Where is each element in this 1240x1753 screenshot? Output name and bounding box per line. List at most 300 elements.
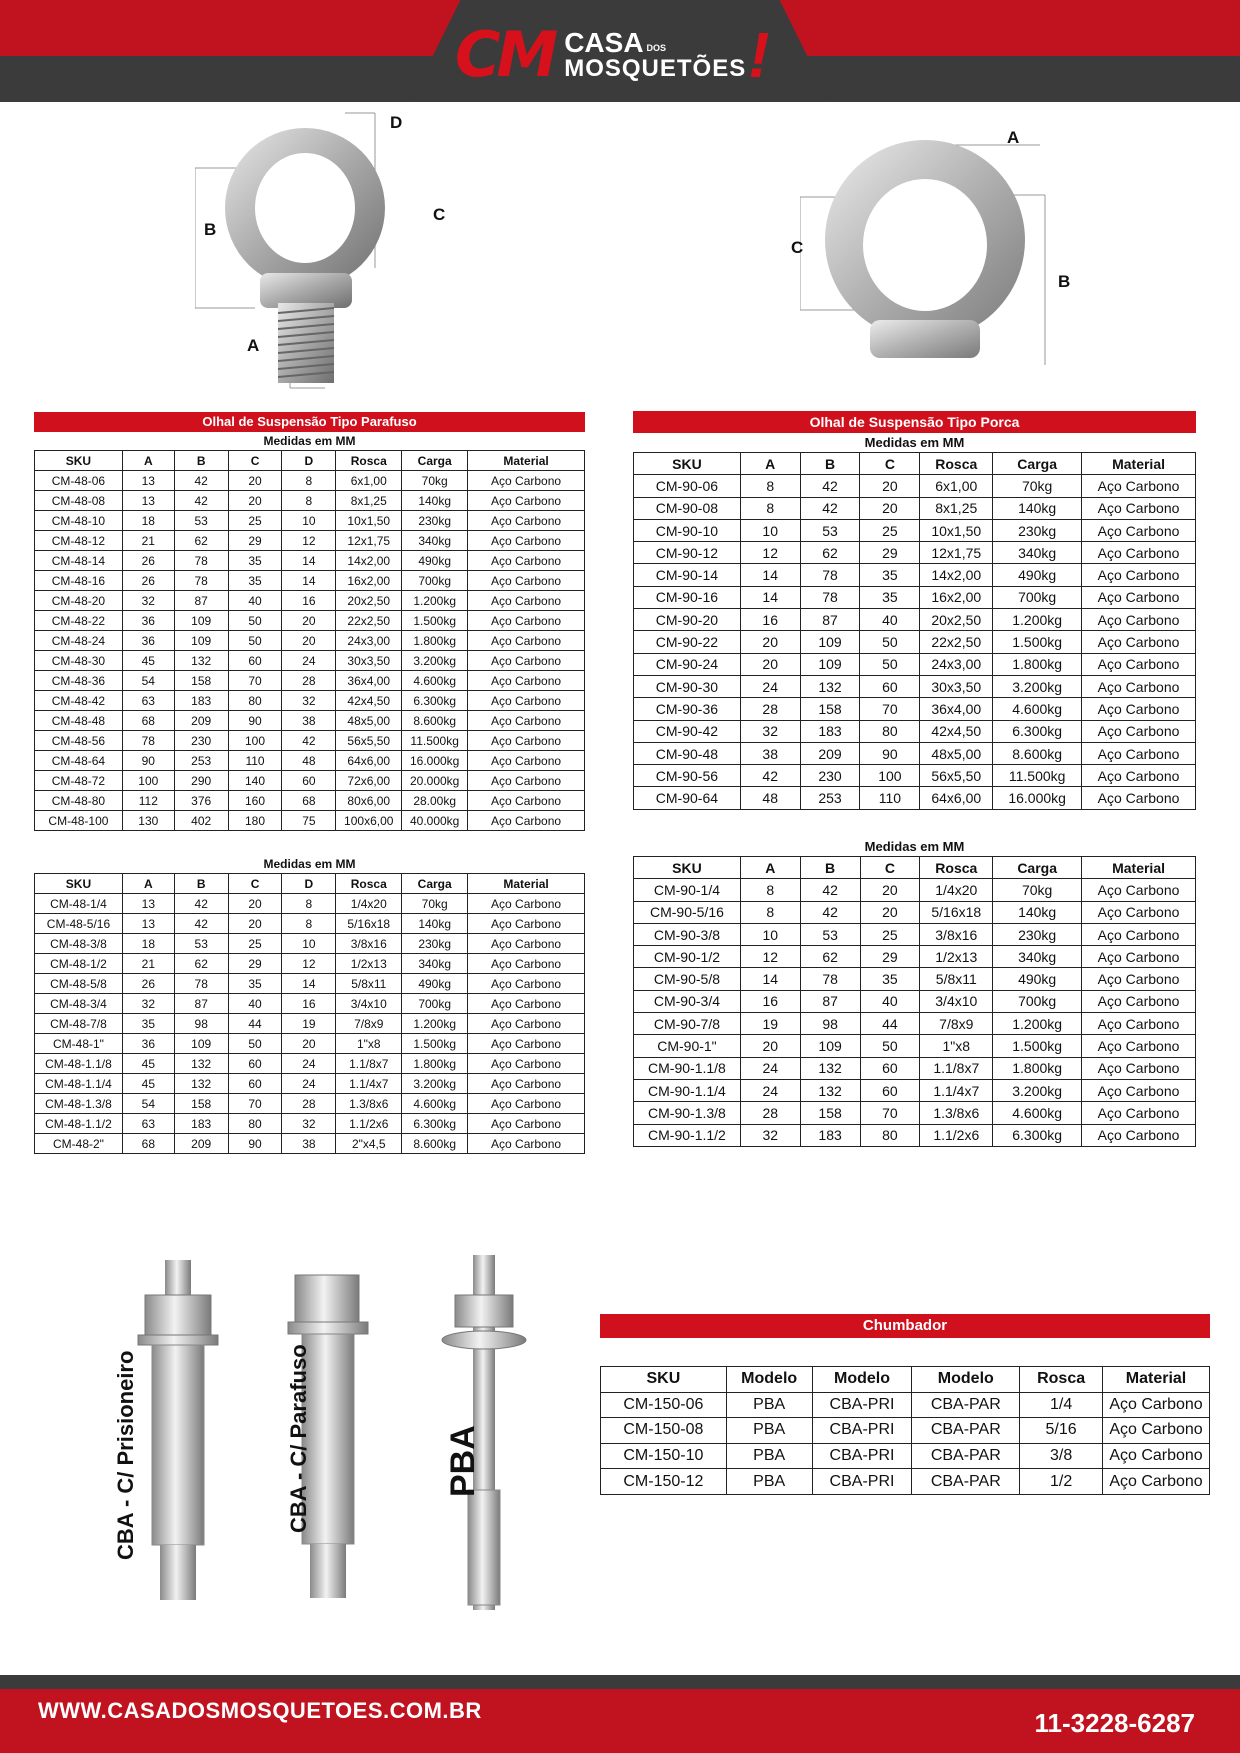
table-cell: 12: [740, 542, 800, 564]
table-cell: Aço Carbono: [1082, 1013, 1196, 1035]
table-row: [634, 1124, 1196, 1146]
logo-dos: DOS: [646, 43, 667, 53]
table-cell: 140kg: [993, 497, 1082, 519]
table-cell: 26: [122, 571, 174, 591]
table-row: [35, 551, 585, 571]
table-cell: Aço Carbono: [1082, 564, 1196, 586]
footer-website-link[interactable]: WWW.CASADOSMOSQUETOES.COM.BR: [38, 1698, 482, 1723]
column-header: C: [228, 451, 282, 471]
table-cell: 21: [122, 531, 174, 551]
table-cell: 1"x8: [336, 1034, 402, 1054]
column-header: Modelo: [912, 1367, 1020, 1393]
table-cell: 1.200kg: [402, 591, 468, 611]
table-cell: Aço Carbono: [468, 1014, 585, 1034]
table-cell: CM-150-12: [601, 1469, 727, 1495]
table-cell: 70kg: [993, 879, 1082, 901]
table-cell: 700kg: [993, 990, 1082, 1012]
table-cell: 1/2x13: [336, 954, 402, 974]
table-cell: CM-90-20: [634, 609, 741, 631]
table-row: [634, 1079, 1196, 1101]
table-cell: 14: [740, 968, 800, 990]
table-cell: 109: [800, 1035, 860, 1057]
table-cell: 1.800kg: [993, 1057, 1082, 1079]
table-cell: 60: [228, 1054, 282, 1074]
table-cell: Aço Carbono: [1082, 1035, 1196, 1057]
table-cell: 20: [860, 901, 920, 923]
table-row: [634, 968, 1196, 990]
table-cell: CBA-PRI: [812, 1392, 912, 1418]
table-cell: 42: [800, 475, 860, 497]
table-cell: 6x1,00: [920, 475, 993, 497]
table-cell: CM-90-48: [634, 742, 741, 764]
table-cell: 109: [800, 631, 860, 653]
table-cell: 340kg: [993, 542, 1082, 564]
table-cell: CM-90-1/2: [634, 946, 741, 968]
table-cell: Aço Carbono: [1082, 698, 1196, 720]
table-cell: CM-48-1.1/4: [35, 1074, 123, 1094]
table-cell: 100: [122, 771, 174, 791]
table-cell: 87: [174, 591, 228, 611]
table-cell: Aço Carbono: [468, 751, 585, 771]
table-cell: CM-90-14: [634, 564, 741, 586]
table-cell: 183: [800, 720, 860, 742]
table-row: [35, 651, 585, 671]
table-cell: 3.200kg: [993, 675, 1082, 697]
table-cell: 1.800kg: [402, 631, 468, 651]
table-cell: 40: [228, 994, 282, 1014]
table-cell: 28: [740, 1102, 800, 1124]
eye-nut-diagram: [800, 125, 1070, 375]
column-header: A: [122, 874, 174, 894]
table-cell: 70: [228, 1094, 282, 1114]
table-cell: 4.600kg: [993, 1102, 1082, 1124]
table-cell: 700kg: [993, 586, 1082, 608]
table-cell: 70: [860, 1102, 920, 1124]
table-cell: 209: [174, 711, 228, 731]
table-cell: 53: [800, 519, 860, 541]
table-row: [601, 1469, 1210, 1495]
table-cell: Aço Carbono: [1103, 1469, 1210, 1495]
table-row: [634, 720, 1196, 742]
table-cell: CM-150-06: [601, 1392, 727, 1418]
table-cell: 50: [228, 611, 282, 631]
table-row: [35, 1034, 585, 1054]
section-title-chumbador: Chumbador: [600, 1314, 1210, 1338]
column-header: Carga: [402, 451, 468, 471]
table-cell: 21: [122, 954, 174, 974]
table-cell: 42: [174, 894, 228, 914]
table-cell: CM-48-1": [35, 1034, 123, 1054]
column-header: Material: [468, 874, 585, 894]
table-cell: 158: [174, 671, 228, 691]
table-cell: 36: [122, 611, 174, 631]
table-cell: 60: [228, 651, 282, 671]
table-cell: CM-90-1.1/8: [634, 1057, 741, 1079]
table-cell: CM-48-80: [35, 791, 123, 811]
table-cell: 62: [800, 946, 860, 968]
dim-label-c-left: C: [433, 205, 446, 224]
table-cell: 12x1,75: [920, 542, 993, 564]
table-cell: 78: [800, 564, 860, 586]
table-cell: 1.1/2x6: [336, 1114, 402, 1134]
table-cell: CM-48-14: [35, 551, 123, 571]
table-cell: Aço Carbono: [1103, 1418, 1210, 1444]
table-cell: 16.000kg: [993, 787, 1082, 809]
table-cell: 3/8x16: [920, 923, 993, 945]
table-parafuso-pol-section: [34, 855, 585, 1154]
table-cell: 30x3,50: [336, 651, 402, 671]
table-cell: 42x4,50: [336, 691, 402, 711]
column-header: SKU: [35, 874, 123, 894]
table-cell: Aço Carbono: [468, 1094, 585, 1114]
column-header: Material: [468, 451, 585, 471]
table-cell: CM-48-20: [35, 591, 123, 611]
table-cell: 42: [174, 914, 228, 934]
table-cell: 340kg: [993, 946, 1082, 968]
table-cell: 209: [800, 742, 860, 764]
column-header: A: [740, 857, 800, 879]
table-cell: CM-48-24: [35, 631, 123, 651]
table-cell: Aço Carbono: [1082, 720, 1196, 742]
table-cell: CM-48-5/8: [35, 974, 123, 994]
table-cell: CM-48-72: [35, 771, 123, 791]
table-cell: 98: [174, 1014, 228, 1034]
table-row: [35, 591, 585, 611]
dim-label-b-right: B: [1058, 272, 1071, 291]
table-cell: 20: [740, 631, 800, 653]
table-cell: 16: [282, 994, 336, 1014]
table-cell: 70kg: [993, 475, 1082, 497]
table-cell: 4.600kg: [402, 1094, 468, 1114]
table-cell: 14: [282, 571, 336, 591]
table-cell: 8: [740, 497, 800, 519]
dim-label-b-left: B: [204, 220, 217, 239]
table-cell: 80: [860, 1124, 920, 1146]
table-cell: 6.300kg: [993, 720, 1082, 742]
table-cell: Aço Carbono: [468, 954, 585, 974]
table-row: [634, 519, 1196, 541]
table-cell: 100: [228, 731, 282, 751]
table-header-row: [634, 453, 1196, 475]
section-subtitle: Medidas em MM: [263, 857, 356, 871]
table-row: [35, 894, 585, 914]
table-cell: 32: [282, 1114, 336, 1134]
table-cell: 42x4,50: [920, 720, 993, 742]
table-cell: 109: [174, 1034, 228, 1054]
table-cell: 1/2x13: [920, 946, 993, 968]
table-cell: 48: [282, 751, 336, 771]
table-cell: Aço Carbono: [1082, 609, 1196, 631]
table-cell: 56x5,50: [920, 765, 993, 787]
table-cell: 6.300kg: [993, 1124, 1082, 1146]
table-cell: 19: [282, 1014, 336, 1034]
section-subtitle: Medidas em MM: [864, 435, 965, 450]
table-chumbador: [600, 1366, 1210, 1495]
table-cell: CBA-PAR: [912, 1469, 1020, 1495]
table-cell: CM-90-22: [634, 631, 741, 653]
table-cell: 24x3,00: [336, 631, 402, 651]
table-cell: Aço Carbono: [468, 631, 585, 651]
eye-nut-image: [800, 125, 1070, 375]
table-row: [634, 675, 1196, 697]
table-cell: 42: [800, 879, 860, 901]
table-cell: 7/8x9: [336, 1014, 402, 1034]
table-header-row: [35, 874, 585, 894]
table-cell: CM-48-1.1/8: [35, 1054, 123, 1074]
table-row: [35, 791, 585, 811]
table-cell: 10x1,50: [336, 511, 402, 531]
table-cell: 110: [860, 787, 920, 809]
table-cell: 63: [122, 1114, 174, 1134]
table-cell: 24: [282, 1054, 336, 1074]
table-cell: 1/2: [1020, 1469, 1103, 1495]
table-cell: 140kg: [993, 901, 1082, 923]
table-cell: 80x6,00: [336, 791, 402, 811]
table-cell: CM-48-1/4: [35, 894, 123, 914]
table-cell: 183: [800, 1124, 860, 1146]
table-cell: 100: [860, 765, 920, 787]
table-cell: 8: [282, 491, 336, 511]
table-row: [35, 611, 585, 631]
table-cell: 132: [800, 1079, 860, 1101]
table-row: [35, 1134, 585, 1154]
table-cell: 60: [282, 771, 336, 791]
table-cell: 60: [860, 1079, 920, 1101]
table-row: [634, 923, 1196, 945]
table-cell: Aço Carbono: [1082, 923, 1196, 945]
table-cell: 1.800kg: [402, 1054, 468, 1074]
table-cell: 87: [174, 994, 228, 1014]
table-cell: CM-90-30: [634, 675, 741, 697]
table-cell: 1.800kg: [993, 653, 1082, 675]
table-cell: 6.300kg: [402, 1114, 468, 1134]
table-cell: 209: [174, 1134, 228, 1154]
logo-cm-mark: CM: [455, 18, 555, 91]
table-cell: Aço Carbono: [468, 711, 585, 731]
table-cell: 44: [860, 1013, 920, 1035]
table-cell: 78: [122, 731, 174, 751]
table-cell: Aço Carbono: [1082, 519, 1196, 541]
table-cell: 29: [860, 542, 920, 564]
table-cell: 87: [800, 990, 860, 1012]
table-cell: 340kg: [402, 954, 468, 974]
table-cell: Aço Carbono: [1082, 765, 1196, 787]
table-row: [35, 1074, 585, 1094]
table-cell: 50: [228, 1034, 282, 1054]
table-cell: 24: [740, 1079, 800, 1101]
column-header: A: [740, 453, 800, 475]
table-cell: Aço Carbono: [1082, 675, 1196, 697]
table-cell: 78: [174, 571, 228, 591]
table-cell: CM-90-1.1/4: [634, 1079, 741, 1101]
table-cell: 24: [282, 1074, 336, 1094]
table-row: [601, 1392, 1210, 1418]
table-row: [634, 901, 1196, 923]
table-cell: 8x1,25: [920, 497, 993, 519]
table-cell: 1.500kg: [402, 1034, 468, 1054]
table-cell: 5/16: [1020, 1418, 1103, 1444]
table-cell: CM-48-16: [35, 571, 123, 591]
table-row: [634, 475, 1196, 497]
table-cell: 490kg: [993, 564, 1082, 586]
table-cell: Aço Carbono: [1082, 1124, 1196, 1146]
table-cell: CM-48-08: [35, 491, 123, 511]
table-cell: 62: [800, 542, 860, 564]
table-cell: Aço Carbono: [468, 894, 585, 914]
table-row: [35, 691, 585, 711]
table-cell: Aço Carbono: [468, 731, 585, 751]
label-pba: PBA: [444, 1425, 482, 1497]
table-cell: 132: [174, 1054, 228, 1074]
table-cell: 20: [860, 497, 920, 519]
table-row: [35, 531, 585, 551]
table-cell: 490kg: [993, 968, 1082, 990]
table-cell: 12: [282, 954, 336, 974]
column-header: Rosca: [336, 874, 402, 894]
table-cell: CM-90-08: [634, 497, 741, 519]
table-cell: 1/4x20: [336, 894, 402, 914]
table-cell: 290: [174, 771, 228, 791]
table-cell: 109: [174, 631, 228, 651]
table-cell: 78: [174, 551, 228, 571]
table-cell: 12: [282, 531, 336, 551]
table-row: [35, 1114, 585, 1134]
table-cell: 340kg: [402, 531, 468, 551]
table-row: [634, 1057, 1196, 1079]
table-cell: 6.300kg: [402, 691, 468, 711]
table-cell: 53: [174, 934, 228, 954]
table-row: [634, 946, 1196, 968]
table-cell: 60: [860, 675, 920, 697]
table-cell: 230kg: [993, 923, 1082, 945]
table-cell: CBA-PRI: [812, 1443, 912, 1469]
table-cell: 40: [228, 591, 282, 611]
table-cell: 40.000kg: [402, 811, 468, 831]
logo-mosquetoes: MOSQUETÕES: [564, 55, 747, 82]
table-row: [35, 731, 585, 751]
table-cell: 112: [122, 791, 174, 811]
table-cell: 132: [174, 1074, 228, 1094]
table-header-row: [634, 857, 1196, 879]
dim-label-c-right: C: [791, 238, 804, 257]
table-cell: 3.200kg: [402, 651, 468, 671]
table-cell: CBA-PAR: [912, 1392, 1020, 1418]
table-cell: 130: [122, 811, 174, 831]
table-cell: 13: [122, 471, 174, 491]
table-cell: 98: [800, 1013, 860, 1035]
table-cell: 4.600kg: [993, 698, 1082, 720]
table-cell: CM-48-10: [35, 511, 123, 531]
column-header: D: [282, 451, 336, 471]
table-cell: 90: [228, 711, 282, 731]
table-cell: 20x2,50: [336, 591, 402, 611]
table-cell: 16: [282, 591, 336, 611]
table-cell: 38: [282, 711, 336, 731]
table-cell: CM-150-08: [601, 1418, 727, 1444]
table-cell: 1.3/8x6: [920, 1102, 993, 1124]
table-row: [35, 811, 585, 831]
column-header: Rosca: [1020, 1367, 1103, 1393]
table-cell: Aço Carbono: [468, 791, 585, 811]
table-cell: 42: [282, 731, 336, 751]
table-cell: 13: [122, 491, 174, 511]
table-cell: 1.1/8x7: [920, 1057, 993, 1079]
table-cell: 90: [122, 751, 174, 771]
table-porca-pol: [633, 856, 1196, 1147]
table-cell: CM-48-5/16: [35, 914, 123, 934]
table-cell: 25: [860, 923, 920, 945]
table-cell: 62: [174, 531, 228, 551]
table-cell: CM-48-42: [35, 691, 123, 711]
table-row: [35, 671, 585, 691]
table-cell: 13: [122, 894, 174, 914]
table-cell: 36x4,00: [336, 671, 402, 691]
column-header: B: [800, 453, 860, 475]
table-cell: 8: [282, 471, 336, 491]
table-cell: 35: [228, 551, 282, 571]
table-cell: Aço Carbono: [468, 651, 585, 671]
footer-phone[interactable]: 11-3228-6287: [1034, 1708, 1195, 1738]
table-cell: 11.500kg: [402, 731, 468, 751]
table-cell: Aço Carbono: [1082, 990, 1196, 1012]
table-cell: 1.3/8x6: [336, 1094, 402, 1114]
table-parafuso: [34, 450, 585, 831]
section-title-parafuso: Olhal de Suspensão Tipo Parafuso: [34, 412, 585, 432]
table-cell: CM-90-56: [634, 765, 741, 787]
label-cba-parafuso: CBA - C/ Parafuso: [286, 1344, 311, 1533]
logo-casa: CASA: [564, 27, 644, 58]
table-cell: 54: [122, 1094, 174, 1114]
table-cell: 1.1/4x7: [336, 1074, 402, 1094]
table-cell: 110: [228, 751, 282, 771]
column-header: C: [860, 453, 920, 475]
table-cell: 14x2,00: [920, 564, 993, 586]
table-cell: 1/4: [1020, 1392, 1103, 1418]
table-cell: 1.200kg: [993, 609, 1082, 631]
table-cell: Aço Carbono: [468, 691, 585, 711]
table-cell: CM-90-5/16: [634, 901, 741, 923]
table-cell: CM-48-12: [35, 531, 123, 551]
table-cell: 68: [122, 1134, 174, 1154]
table-cell: Aço Carbono: [1082, 968, 1196, 990]
column-header: B: [174, 874, 228, 894]
column-header: Modelo: [726, 1367, 812, 1393]
table-cell: Aço Carbono: [468, 914, 585, 934]
table-cell: 16.000kg: [402, 751, 468, 771]
table-cell: 253: [800, 787, 860, 809]
eye-bolt-diagram: [195, 108, 455, 398]
table-cell: 490kg: [402, 974, 468, 994]
table-cell: 12x1,75: [336, 531, 402, 551]
table-cell: CM-90-3/8: [634, 923, 741, 945]
table-cell: 20: [740, 653, 800, 675]
column-header: B: [800, 857, 860, 879]
brand-logo[interactable]: [455, 20, 770, 90]
section-subtitle: Medidas em MM: [263, 434, 356, 448]
table-cell: 12: [740, 946, 800, 968]
table-cell: 16: [740, 990, 800, 1012]
table-cell: CM-90-7/8: [634, 1013, 741, 1035]
table-cell: 70: [860, 698, 920, 720]
table-row: [35, 974, 585, 994]
table-cell: Aço Carbono: [1082, 475, 1196, 497]
table-cell: Aço Carbono: [468, 511, 585, 531]
column-header: SKU: [601, 1367, 727, 1393]
anchor-images: [130, 1250, 550, 1610]
column-header: Rosca: [336, 451, 402, 471]
table-cell: Aço Carbono: [1082, 497, 1196, 519]
table-cell: 50: [860, 631, 920, 653]
